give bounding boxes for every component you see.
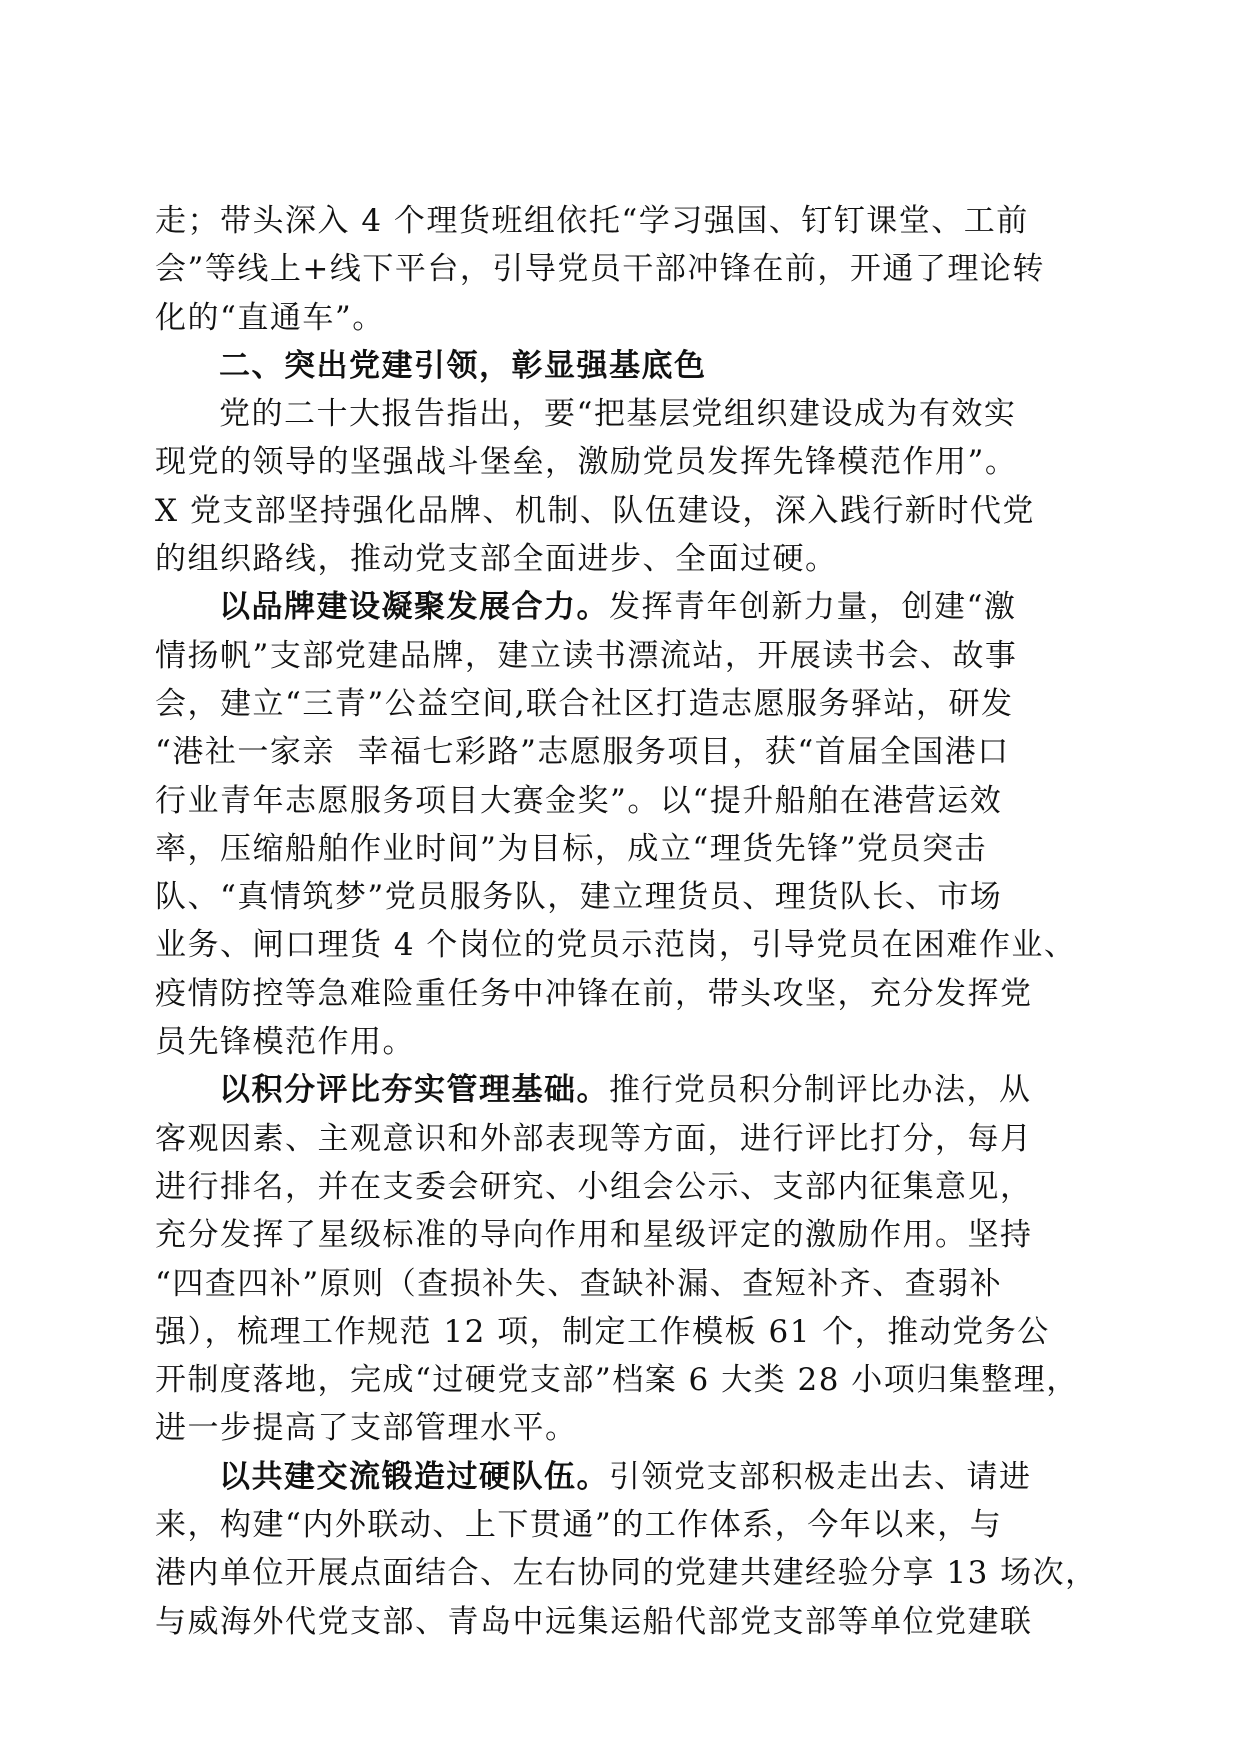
line-text: 现党的领导的坚强战斗堡垒，激励党员发挥先锋模范作用”。: [155, 444, 1018, 481]
text-line: [155, 197, 1095, 245]
line-text: 的组织路线，推动党支部全面进步、全面过硬。: [155, 541, 838, 578]
text-line: [155, 1598, 1095, 1646]
line-text: 充分发挥了星级标准的导向作用和星级评定的激励作用。坚持: [155, 1217, 1033, 1254]
paragraph-lead: 以共建交流锻造过硬队伍。: [219, 1458, 609, 1495]
text-line: [155, 1260, 1095, 1308]
line-text: 与威海外代党支部、青岛中远集运船代部党支部等单位党建联: [155, 1603, 1033, 1640]
text-line: [155, 680, 1095, 728]
line-text: 情扬帆”支部党建品牌，建立读书漂流站，开展读书会、故事: [155, 637, 1018, 674]
line-text: 员先锋模范作用。: [155, 1024, 415, 1061]
text-line: [155, 438, 1095, 486]
line-text: X 党支部坚持强化品牌、机制、队伍建设，深入践行新时代党: [155, 492, 1035, 529]
text-line: [155, 1066, 1095, 1114]
line-text: 走；带头深入 4 个理货班组依托“学习强国、钉钉课堂、工前: [155, 203, 1029, 239]
paragraph-lead: 以品牌建设凝聚发展合力。: [219, 589, 609, 626]
text-line: [155, 390, 1095, 438]
text-line: [155, 294, 1095, 342]
text-line: [155, 1453, 1095, 1501]
line-text: 行业青年志愿服务项目大赛金奖”。以“提升船舶在港营运效: [155, 782, 1003, 819]
text-line: [155, 1356, 1095, 1404]
text-line: [155, 1501, 1095, 1549]
line-text: 疫情防控等急难险重任务中冲锋在前，带头攻坚，充分发挥党: [155, 975, 1033, 1012]
line-text: 强），梳理工作规范 12 项，制定工作模板 61 个，推动党务公: [155, 1313, 1050, 1350]
text-line: [155, 632, 1095, 680]
line-text: 化的“直通车”。: [155, 299, 385, 336]
line-text: 引领党支部积极走出去、请进: [609, 1458, 1032, 1495]
line-text: 党的二十大报告指出，要“把基层党组织建设成为有效实: [219, 396, 1017, 433]
text-line: [155, 1549, 1098, 1597]
text-line: [155, 728, 1095, 776]
text-line: [155, 487, 1095, 535]
line-text: 会”等线上+线下平台，引导党员干部冲锋在前，开通了理论转: [155, 251, 1045, 288]
text-line: [155, 1308, 1095, 1356]
line-text: 发挥青年创新力量，创建“激: [609, 589, 1017, 626]
paragraph-lead: 以积分评比夯实管理基础。: [219, 1072, 609, 1109]
line-text: 率，压缩船舶作业时间”为目标，成立“理货先锋”党员突击: [155, 830, 988, 867]
line-text: 客观因素、主观意识和外部表现等方面，进行评比打分，每月: [155, 1120, 1033, 1157]
document-body: [155, 197, 1098, 1646]
line-text: 队、“真情筑梦”党员服务队，建立理货员、理货队长、市场: [155, 879, 1003, 916]
text-line: [155, 825, 1095, 873]
line-text: 进一步提高了支部管理水平。: [155, 1410, 578, 1447]
text-line: [155, 245, 1095, 293]
text-line: [155, 921, 1095, 969]
line-text: 业务、闸口理货 4 个岗位的党员示范岗，引导党员在困难作业、: [155, 927, 1077, 964]
text-line: [155, 873, 1095, 921]
text-line: [155, 970, 1095, 1018]
text-line: [155, 1018, 1095, 1066]
line-text: 进行排名，并在支委会研究、小组会公示、支部内征集意见，: [155, 1168, 1033, 1205]
text-line: [155, 583, 1095, 631]
line-text: 来，构建“内外联动、上下贯通”的工作体系，今年以来，与: [155, 1507, 1003, 1544]
line-text: 推行党员积分制评比办法，从: [609, 1072, 1032, 1109]
text-line: [155, 777, 1095, 825]
line-text: 港内单位开展点面结合、左右协同的党建共建经验分享 13 场次，: [155, 1555, 1098, 1592]
text-line: [155, 1115, 1095, 1163]
text-line: [155, 1163, 1095, 1211]
section-heading: [155, 342, 1095, 390]
text-line: [155, 1404, 1095, 1452]
line-text: 会，建立“三青”公益空间,联合社区打造志愿服务驿站，研发: [155, 685, 1014, 722]
line-text: “四查四补”原则（查损补失、查缺补漏、查短补齐、查弱补: [155, 1265, 1003, 1302]
line-text: 开制度落地，完成“过硬党支部”档案 6 大类 28 小项归集整理，: [155, 1362, 1079, 1399]
line-text: 二、突出党建引领，彰显强基底色: [219, 347, 707, 384]
line-text: “港社一家亲 幸福七彩路”志愿服务项目，获“首届全国港口: [155, 734, 1010, 771]
text-line: [155, 535, 1095, 583]
text-line: [155, 1211, 1095, 1259]
